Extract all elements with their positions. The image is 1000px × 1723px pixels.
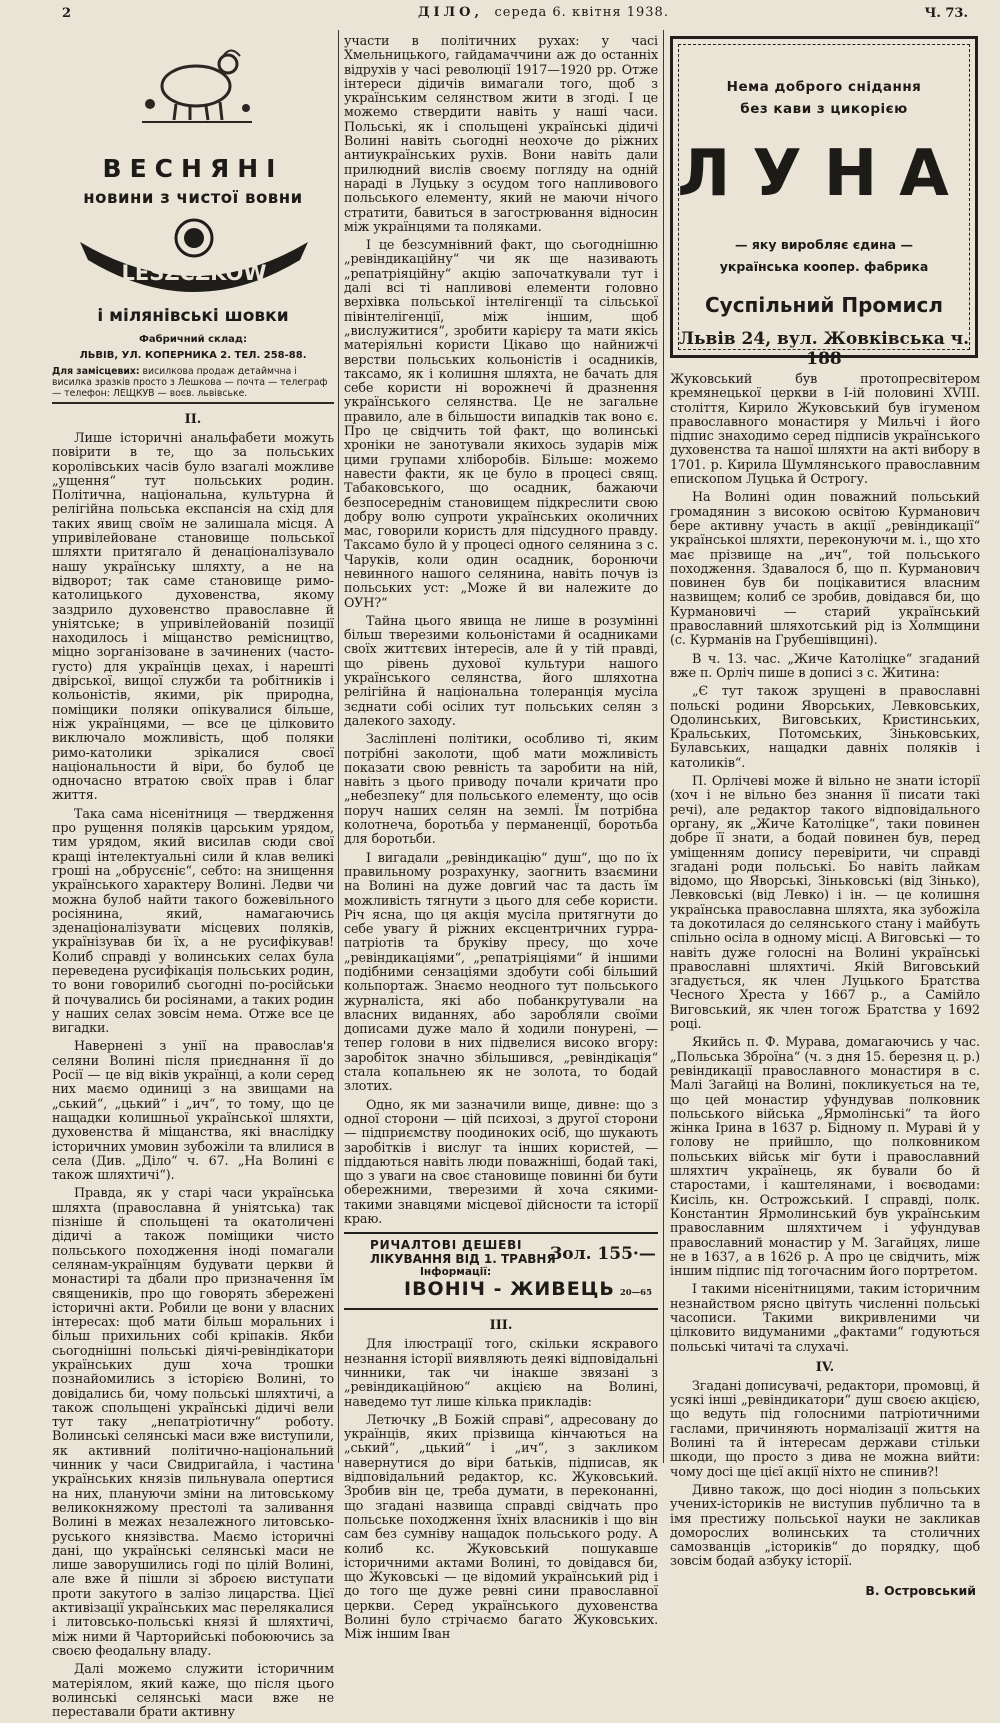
ad-luna-line3: — яку виробляє єдина — [735,237,913,252]
page-header [38,4,978,26]
article-paragraph: І це безсумнівний факт, що сьогоднішню „ревіндикаційну“ чи як ще називають „репатріяційну“ акцію започаткували тут і далі всі ті напливові елементи головно верхівка польської інтелігенції та сільської півінтелігенції, між іншим, щоб „вислужитися“, зробити карієру та мати якісь матеріяльні користи Цікаво що найнижчі верстви польських кольоністів і осадників, таксамо, як і колишня шляхта, не бачать для себе користи ні ворожнечі й дразнення українського селянства. Це не загальне правило, але в більшости випадків так воно є. Про це свідчить той факт, що волинські хроніки не занотували якихось зударів між цими групами хліборобів. Більше: можемо навести факти, як це було в процесі свящ. Табаковського, що осадник, бажаючи безпосереднім становищем підкреслити свою добру волю супроти українських околичних мас, говорили користь для підсудного правду. Таксамо було й у процесі одного селянина з с. Чаруків, коли один осадник, боронючи невинного нашого селянина, навіть почув із польських уст: „Може й ви належите до ОУН?“ [344,237,658,610]
ad-luna-line2: без кави з цикорією [740,101,908,117]
ad-wool-remote-lead: Для замісцевих: [52,366,140,377]
section-heading: III. [489,1318,513,1334]
article-paragraph: Летючку „В Божій справі“, адресовану до українців, яких прізвища кінчаються на „ський“, „цький“ і „ич“, з закликом навернутися до віри батьків, підписав, як відповідальний редактор, кс. Жуковський. Зробив він це, треба думати, в переконанні, що згадані назвища справді свідчать про польське походження їхніх власників і що він сам без сумніву нащадок польського роду. А колиб кс. Жуковський пошукавше історичними актами Волині, то довідався би, що Жуковські — це відомий український рід і до того ще дуже ревні сини православної церкви. Серед українського духовенства Волині було стрічаємо багато Жуковських. Між іншим Іван [344,1411,658,1642]
ad-wool-store-label: Фабричний склад: [139,334,247,345]
article-paragraph: „Є тут також зрущені в православні польскі родини Яворських, Левковських, Одолинських, Виговських, Кристинських, Кральських, Потомських, Зіньковських, Булавських, нащадки давніх поляків і католиків“. [670,683,980,770]
column-1 [52,34,334,1723]
ad-wool-address: ЛЬВІВ, УЛ. КОПЕРНИКА 2. ТЕЛ. 258-88. [79,350,307,361]
column-2 [344,34,658,1646]
ad-ivonich-line1: РИЧАЛТОВІ ДЕШЕВІ [370,1238,523,1253]
article-paragraph: Засліплені політики, особливо ті, яким потрібні заколоти, щоб мати можливість показати свою ревність та заробити на ній, навіть з цього приводу почали кричати про „небезпеку“ для польського елементу, що осів поруч наших селян на землі. Їм потрібна колотнеча, боротьба у перманенції, боротьба для боротьби. [344,731,658,847]
paper-name: ДІЛО, [418,5,483,20]
page-number: 2 [62,6,72,21]
ad-ivonich-line3: Інформації: [420,1266,492,1279]
ad-ivonich [344,1232,658,1310]
section-heading: II. [184,412,202,427]
ad-luna-company: Суспільний Промисл [704,293,943,317]
article-paragraph: Одно, як ми зазначили вище, дивне: що з одної сторони — цій психозі, з другої сторони — підприємству поодиноких осіб, що шукають заробітків і вислуг та інших користей, — піддаються навіть люди поважніші, бодай такі, що з уваги на своє становище повинні би бути обережними, тверезими й хоча сякими-такими знавцями місцевої дійсности та історії краю. [344,1096,658,1227]
article-paragraph: Далі можемо служити історичним матеріялом, який каже, що після цього волинські селянські маси вже не переставали брати активну [52,1661,334,1720]
ad-wool [52,34,334,399]
ad-luna-brand: ЛУНА [677,137,971,211]
article-paragraph: Правда, як у старі часи українська шляхта (православна й уніятська) так пізніше й спольщені та окатоличені дідичі а також поміщики чисто польського походження іноді помагали селянам-українцям будувати церкви й монастирі та дбали про призначення їм священиків, про що говорять збережені історичні акти. Робили це вони у власних інтересах: щоб мати більш моральних і більш прихильних собі кріпаків. Якби сьогоднішні польські діячі-ревіндікатори українських душ хоча трошки познайомились з історією Волині, то довідались би, чому польські шляхтичі, а також спольщені українські дідичі вели тут таку „непатріотичну“ роботу. Волинські селянські маси вже виступили, як активний політично-національний чинник у часи Свидригайла, і частина українських князів пильнувала опертися на них, плануючи зміни на литовському великокняжому престолі та заливання Волині в межах незалежного литовсько-руського князівства. Маємо історичні дані, що українські селянські маси не лише заворушились годі по цілій Волині, але вже й пішли зі зброєю виступати проти закутого в залізо лицарства. Цієї активізації українських мас перелякалися і литовсько-польські князі й шляхтичі, між ними й Чарторийські побоюючись за своєю феодальну владу. [52,1185,334,1658]
article-paragraph: Жуковський був протопресвітером кремянецької церкви в І-ій половині XVIII. століття, Кирило Жуковський був ігуменом православного монастиря у Мильчі і його підпис знаходимо серед підписів українського духовенства та нашої шляхти на акті вибору в 1701. р. Кирила Шумлянського православним епископом Луцька й Острогу. [670,371,980,487]
article-paragraph: На Волині один поважний польський громадянин з високою освітою Курманович бере активну участь в акції „ревіндикації“ українськоі шляхти, переконуючи м. і., що хто має прізвище на „ич“, той польського походження. Здавалося б, що п. Курманович повинен був би поцікавитися власним назвищем; колиб се зробив, довідався би, що Курмановичі — старий український православний шляхотський рід із Холмщини (с. Курманів на Грубешівщині). [670,489,980,648]
article-paragraph: П. Орлічеві може й вільно не знати історії (хоч і не вільно без знання її писати такі речі), але редактор такого відповідального органу, як „Жиче Католіцке“, таки повинен добре її знати, а бодай повинен був, перед уміщенням допису перевірити, чи справді згадані роди польські. Бо навіть лайкам відомо, що Яворські, Зіньковські (від Зінько), Левковські (від Левко) і ін. — це колишня українська православна шляхта, яка зубожіла та докотилася до селянського стану і майбуть спільно осіла в одному місці. А Виговські — то навіть дуже голосні на Волині українські православні шляхтичі. Якій Виговський згадується, як член Луцького Братства Чесного Хреста у 1667 р., а Самійло Виговський, як член тогож Братства у 1692 році. [670,773,980,1032]
ad-wool-remote-orders [52,366,334,399]
ad-luna-address: Львів 24, вул. Жовківська ч. 188 [678,329,970,369]
ad-ivonich-code: 20—65 [619,1288,652,1299]
column-divider [338,30,339,1463]
issue-date: середа 6. квітня 1938. [494,5,669,20]
ad-wool-subtitle: новини з чистої вовни [83,188,303,207]
article-paragraph: Дивно також, що досі ніодин з польських учених-істориків не виступив публично та в імя престижу польської науки не закликав доморослих волинських та столичних самозванців „істориків“ до порядку, щоб зовсім бодай азбуку історії. [670,1481,980,1569]
article-paragraph: Тайна цього явища не лише в розумінні більш тверезими кольоністами й осадниками своїх життєвих інтересів, але й у тій правді, що рівень духової культури нашого українського селянства, його шляхотна релігійна й національна толеранція мусіла зєднати собі осілих тут польських селян з далекого заходу. [344,612,658,728]
ad-wool-title: ВЕСНЯНІ [102,154,284,183]
section-heading: IV. [815,1359,835,1375]
column-divider [663,30,664,1463]
article-paragraph: Лише історичні анальфабети можуть повірити в те, що за польських королівських часів було взагалі можливе „ущення“ тут польських родин. Політична, національна, культурна й релігійна польська експансія на схід для таких явищ своїм не залишала місця. А упривілейоване становище польської шляхти притягало й денаціоналізувало нашу українську шляхту, а не на відворот; так саме становище римо-католицького духовенства, якому заздрило духовенство православне й уніятське; в упривілейованій позиції находилось і міщанство ремісництво, міцно зорганізоване в зачинених (часто-густо) для українців цехах, і нарешті двірської, вищої служби та робітників і кольоністів, якими, рік природна, поміщики поляки опікувалися більше, ніж українцями, — все це цілковито виключало можливість, щоб поляки римо-католики зрікалися своєї національности й віри, бо булоб це одночасно втратою своїх прав і благ життя. [52,430,334,803]
ad-luna [670,36,978,369]
ad-wool-remote-text: висилкова продаж детаймчна і висилка зразків просто з Лешкова — почта — телеграф — телефон: ЛЕЩКУВ — воєв. львівське. [52,366,328,399]
sheep-logo-icon [132,34,262,126]
masthead [418,5,669,20]
leszczkow-banner-logo [74,214,314,299]
article-paragraph: І такими нісенітницями, таким історичним незнайством рясно цвітуть численні польські часописи. Такими викривленими чи цілковито видуманими „фактами“ годуються польські читачі та слухачі. [670,1281,980,1354]
ad-wool-silk: і мілянівські шовки [97,306,289,326]
issue-number: Ч. 73. [924,6,968,21]
article-paragraph: участи в політичних рухах: у часі Хмельницького, гайдамаччини аж до останніх відрухів у часі революції 1917—1920 рр. Отже інтереси дідичів вимагали того, щоб з українським селянством жити в згоді. І це можемо ствердити навіть у наші часи. Польські, як і спольщені українські дідичі Волині навіть сьогодні неохоче до ріжних антиукраїнських рухів. Вони навіть дали прилюдний вислів своєму погляду на одній нараді в Луцьку з осудом того напливового польського елементу, який не маючи нічого стратити, бавиться в загострювання відносин між українцями та поляками. [344,33,658,234]
article-paragraph: Для ілюстрації того, скільки яскравого незнання історії виявляють деякі відповідальні чинники, так чи інакше звязані з „ревіндикаційною“ акцією на Волині, наведемо тут лише кілька прикладів: [344,1336,658,1409]
article-paragraph: Якийсь п. Ф. Мурава, домагаючись у час. „Польська Зброїна“ (ч. з дня 15. березня ц. р.) ревіндикації православного монастиря в с. Малі Загайці на Волині, покликується на те, що цей монастир уфундував полковник польського війська „Ярмолінські“ та його жінка Ірина в 1637 р. Бідному п. Мураві й у голову не прийшло, що полковником польських військ міг бути і православний шляхтич українець, як бували бо й старостами, і каштелянами, і воєводами: Кисіль, кн. Острожський. І справді, полк. Константин Ярмолинський був українським православним шляхтичем і уфундував православний монастир у М. Загайцях, лише не в 1637, а в 1626 р. А про це свідчить, між іншим підпис під тогочасним його портретом. [670,1034,980,1279]
ad-ivonich-line2: ЛІКУВАННЯ ВІД 1. ТРАВНЯ [370,1252,556,1267]
horizontal-rule [52,402,334,404]
article-paragraph: Навернені з унії на православ'я селяни Волині після приєднання її до Росії — це від віків українці, а коли серед них маємо одиниці з на звищами на „ський“, „цький“ і „ич“, то тому, що це нащадки колишньої української шляхти, духовенства й міщанства, які внаслідку історичних умовин зубожіли та влилися в села (Див. „Діло“ ч. 67. „На Волині є також шляхтичі“). [52,1038,334,1183]
ad-luna-line4: українська коопер. фабрика [719,259,929,274]
article-paragraph: І вигадали „ревіндикацію“ душ“, що по їх правильному розрахунку, заогнить взаємини на Волині на дуже довгий час та дасть їм можливість тягнути з цього для себе користи. Річ ясна, що ця акція мусіла притягнути до себе увагу й ріжних ексцентричних гурра-патріотів та бруківу пресу, що хоче „ревіндикаціями“, „репатріяціями“ й іншими подібними сензаціями здобути собі більший кольпортаж. Знаємо неодного тут польського журналіста, які або побанкрутували на власних виданнях, або заробляли своїми дописами дуже мало й ходили понурені, — тепер голови в них підвелися високо вгору: заробіток значно збільшився, „ревіндікація“ стала копальнею як не золота, то бодай злотих. [344,849,658,1094]
ad-wool-brand: LESZCZKOW [121,261,267,285]
article-paragraph: Така сама нісенітниця — твердження про рущення поляків царським урядом, тим урядом, який висилав сюди свої кращі інтелектуальні сили й клав великі гроші на „обрусєніє“, себто: на знищення українського характеру Волині. Ледви чи можна булоб найти такого божевільного росіянина, який, намагаючись зденаціоналізувати місцевих поляків, українізував би їх, а не русифікував! Колиб справді у волинських селах була переведена русифікація польських родин, то вони говорилиб сьогодні по-російськи й почувались би росіянами, а таких родин у наших селах зовсім нема. Отже все це вигадки. [52,805,334,1036]
ad-luna-line1: Нема доброго снідання [726,79,922,95]
article-paragraph: В ч. 13. час. „Жиче Католіцке“ згаданий вже п. Орліч пише в дописі з с. Житина: [670,650,980,680]
ad-ivonich-brand: ІВОНІЧ - ЖИВЕЦЬ [404,1278,615,1301]
column-3 [670,34,980,1598]
article-paragraph: Згадані дописувачі, редактори, промовці, й усякі інші „ревіндикатори“ душ своєю акцією, що ведуть під голосними патріотичними гаслами, причиняють нормалізації життя на Волині та й інтересам держави стільки шкоди, що просто з дива не можна вийти: чому досі ще цієї акції ніхто не спинив?! [670,1377,980,1479]
ad-ivonich-price: Зол. 155·— [550,1244,656,1265]
author-signature: В. Островський [865,1582,976,1598]
